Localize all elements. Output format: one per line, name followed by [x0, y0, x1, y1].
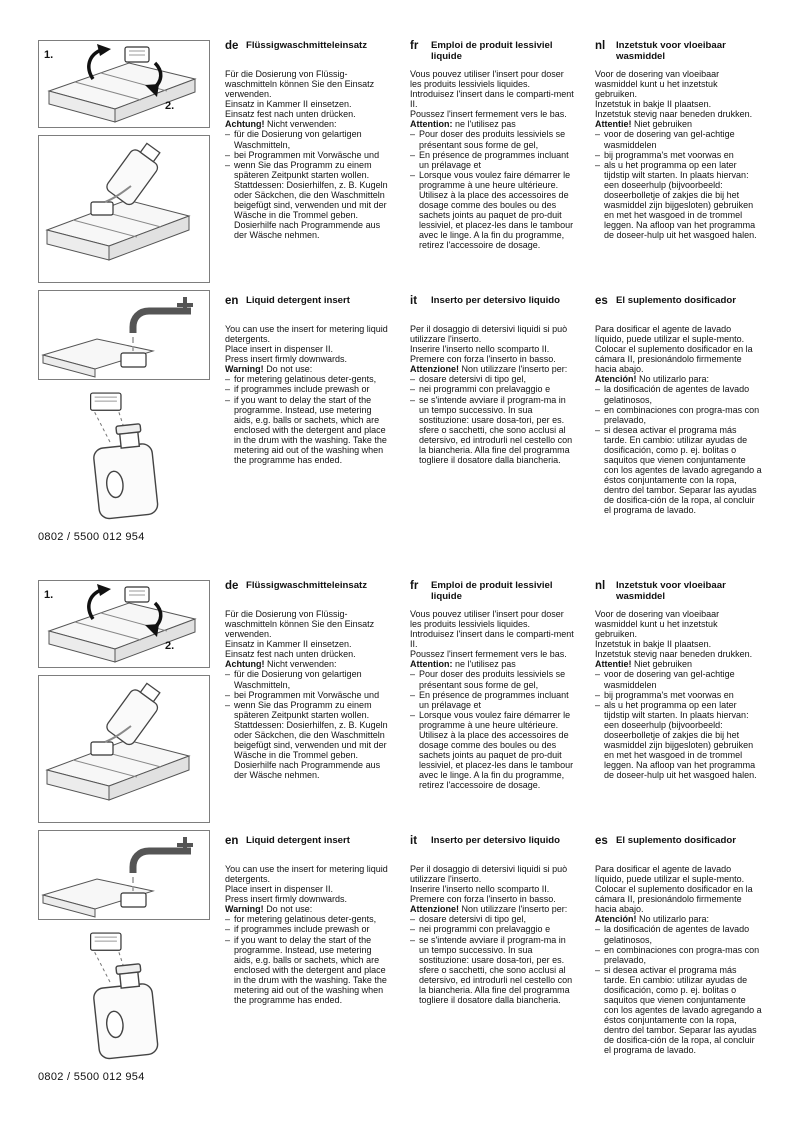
paragraph: Colocar el suplemento dosificador en la cámara II, presionándolo firmemente hacia abajo. [595, 344, 753, 375]
column-body [410, 864, 577, 1005]
list-item [595, 405, 762, 425]
dash-marker: – [595, 669, 601, 680]
language-tag: es [595, 835, 608, 847]
text-row-1 [225, 40, 766, 295]
text-column-en [225, 835, 392, 1005]
warning-label: Atención! [595, 374, 637, 385]
paragraph: Poussez l'insert fermement vers le bas. [410, 109, 567, 120]
list-item-text: se s'intende avviare il program-ma in un tempo successivo. In sua sostituzione: usare dosa-tori, per es. sfere o sacchetti, che sono acclusi al detersivo, ed introdurli nel cestello con la biancheria. Alla fine del programma togliere il dosatore dalla biancheria. [419, 394, 573, 466]
text-grid [225, 40, 766, 515]
step-label-1: 1. [44, 49, 54, 61]
dash-marker: – [595, 944, 601, 955]
warning-line [225, 904, 392, 914]
column-body [225, 324, 392, 465]
text-row-2 [225, 295, 766, 515]
paragraph: Für die Dosierung von Flüssig-waschmitteln können Sie den Einsatz verwenden. [225, 609, 375, 640]
column-title: Liquid detergent insert [246, 835, 350, 846]
dash-marker: – [410, 169, 416, 180]
list-item-text: en combinaciones con progra-mas con prelavado, [604, 404, 760, 425]
detergent-bottle-illustration [38, 927, 210, 1063]
language-tag: en [225, 835, 239, 847]
dash-marker: – [410, 914, 416, 925]
dispenser-drawer-steps-illustration [39, 41, 209, 127]
column-title: El suplemento dosificador [616, 835, 736, 846]
dash-marker: – [595, 424, 601, 435]
language-tag: de [225, 580, 239, 592]
list-item [410, 935, 577, 1006]
detergent-insert-cup [91, 202, 113, 215]
language-tag: nl [595, 580, 606, 592]
list-item-text: bij programma's met voorwas en [604, 689, 734, 700]
figure-insert-steps [38, 40, 210, 128]
list-item-text: für die Dosierung von gelartigen Waschmitteln, [234, 129, 362, 150]
column-body [410, 69, 577, 250]
warning-text: ne l'utilisez pas [455, 119, 516, 130]
list-item-text: dosare detersivi di tipo gel, [419, 374, 527, 385]
dash-marker: – [225, 914, 231, 925]
figure-pour-liquid [38, 135, 210, 283]
list-item [225, 690, 392, 700]
dispenser-drawer-steps-illustration [39, 581, 209, 667]
list-item-text: nei programmi con prelavaggio e [419, 924, 551, 935]
warning-label: Attenzione! [410, 904, 459, 915]
dash-marker: – [410, 689, 416, 700]
list-item [595, 700, 762, 781]
list-item-text: if programmes include prewash or [234, 384, 370, 395]
list-item [595, 150, 762, 160]
list-item [595, 160, 762, 241]
language-tag: de [225, 40, 239, 52]
paragraph: Inserire l'inserto nello scomparto II. [410, 344, 550, 355]
column-title: Inserto per detersivo liquido [431, 835, 561, 846]
column-body [595, 609, 762, 780]
language-tag: it [410, 295, 418, 307]
dash-marker: – [410, 129, 416, 140]
list-item [225, 924, 392, 934]
warning-label: Warning! [225, 364, 264, 375]
column-title: Liquid detergent insert [246, 295, 350, 306]
list-item [410, 150, 577, 170]
text-column-nl [595, 580, 762, 780]
column-title: El suplemento dosificador [616, 295, 736, 306]
column-body [595, 69, 762, 240]
dash-marker: – [225, 924, 231, 935]
dash-marker: – [225, 129, 231, 140]
warning-line [225, 119, 392, 129]
column-body [595, 324, 762, 515]
warning-text: Do not use: [266, 904, 313, 915]
column-heading [595, 580, 762, 605]
list-item-text: als u het programma op een later tijdstip wilt starten. In plaats hiervan: een doseerhulp (bijvoorbeeld: doseerbolletje of zakjes die bij het wasmiddel zijn bijgesloten) gebruiken en met het wasgoed in de trommel leggen. Na afloop van het programma de doseer-hulp uit het wasgoed halen. [604, 159, 757, 241]
figure-insert-steps [38, 580, 210, 668]
dash-marker: – [225, 149, 231, 160]
list-item-text: nei programmi con prelavaggio e [419, 384, 551, 395]
paragraph: Per il dosaggio di detersivi liquidi si può utilizzare l'inserto. [410, 324, 568, 345]
list-item [225, 384, 392, 394]
warning-text: No utilizarlo para: [639, 374, 710, 385]
dash-marker: – [595, 404, 601, 415]
warning-text: Do not use: [266, 364, 313, 375]
warning-label: Attention: [410, 659, 453, 670]
step-label-2: 2. [165, 100, 175, 112]
warning-line [410, 659, 577, 669]
column-title: Emploi de produit lessiviel liquide [431, 580, 553, 603]
list-item-text: if programmes include prewash or [234, 924, 370, 935]
paragraph: Para dosificar el agente de lavado líquido, puede utilizar el suple-mento. [595, 324, 745, 345]
dash-marker: – [595, 384, 601, 395]
dash-marker: – [225, 669, 231, 680]
paragraph: Premere con forza l'inserto in basso. [410, 894, 556, 905]
list-item [410, 374, 577, 384]
dash-marker: – [410, 709, 416, 720]
list-item-text: si desea activar el programa más tarde. En cambio: utilizar ayudas de dosificación, como p. ej. bolitas o saquitos que vienen conjuntamente con los agentes de lavado agregando a éstos conjuntamente con la ropa, dentro del tambor. Separar las ayudas de dosifica-ción de la ropa, al concluir el programa de lavado. [604, 964, 762, 1056]
faucet-icon [133, 311, 191, 333]
list-item-text: if you want to delay the start of the programme. Instead, use metering aids, e.g. balls or sachets, which are enclosed with the detergent and place in the drum with the washing. Take the metering aid out of the washing when the programme has ended. [234, 934, 387, 1006]
dash-marker: – [225, 699, 231, 710]
dash-marker: – [595, 964, 601, 975]
column-heading [410, 40, 577, 65]
paragraph: Colocar el suplemento dosificador en la cámara II, presionándolo firmemente hacia abajo. [595, 884, 753, 915]
warning-label: Achtung! [225, 119, 265, 130]
column-heading [410, 835, 577, 860]
dash-marker: – [410, 669, 416, 680]
list-item [595, 384, 762, 404]
column-heading [225, 295, 392, 320]
list-item-text: Pour doser des produits lessiviels se présentant sous forme de gel, [419, 669, 566, 690]
paragraph: Einsatz in Kammer II einsetzen. [225, 99, 352, 110]
paragraph: Poussez l'insert fermement vers le bas. [410, 649, 567, 660]
text-column-fr [410, 580, 577, 790]
step-label-2: 2. [165, 640, 175, 652]
detergent-bottle-illustration [38, 387, 210, 523]
list-item [595, 425, 762, 516]
list-item-text: if you want to delay the start of the programme. Instead, use metering aids, e.g. balls or sachets, which are enclosed with the detergent and place in the drum with the washing. Take the metering aid out of the washing when the programme has ended. [234, 394, 387, 466]
warning-label: Atención! [595, 914, 637, 925]
list-item [595, 690, 762, 700]
detergent-bottle-icon [91, 963, 159, 1060]
paragraph: You can use the insert for metering liquid detergents. [225, 864, 388, 885]
text-column-it [410, 295, 577, 465]
figure-detergent-bottle [38, 927, 210, 1063]
list-item-text: for metering gelatinous deter-gents, [234, 374, 377, 385]
list-item-text: wenn Sie das Programm zu einem späteren Zeitpunkt starten wollen. Stattdessen: Dosierhilfen, z. B. Kugeln oder Säckchen, die den Waschmitteln beigefügt sind, verwenden und mit der Wäsche in die Trommel geben. Dosierhilfe nach Programmende aus der Wäsche nehmen. [234, 159, 388, 241]
text-column-fr [410, 40, 577, 250]
warning-label: Achtung! [225, 659, 265, 670]
paragraph: Voor de dosering van vloeibaar wasmiddel kunt u het inzetstuk gebruiken. [595, 69, 720, 100]
list-item [225, 395, 392, 466]
column-title: Inzetstuk voor vloeibaar wasmiddel [616, 40, 726, 63]
list-item-text: se s'intende avviare il program-ma in un tempo successivo. In sua sostituzione: usare dosa-tori, per es. sfere o sacchetti, che sono acclusi al detersivo, ed introdurli nel cestello con la biancheria. Alla fine del programma togliere il dosatore dalla biancheria. [419, 934, 573, 1006]
step-label-1: 1. [44, 589, 54, 601]
list-item-text: En présence de programmes incluant un prélavage et [419, 689, 569, 710]
paragraph: Premere con forza l'inserto in basso. [410, 354, 556, 365]
list-item [410, 395, 577, 466]
list-item [225, 700, 392, 781]
figure-water-tap [38, 290, 210, 380]
warning-line [410, 119, 577, 129]
column-heading [225, 835, 392, 860]
warning-line [410, 904, 577, 914]
dash-marker: – [595, 699, 601, 710]
paragraph: You can use the insert for metering liquid detergents. [225, 324, 388, 345]
warning-text: ne l'utilisez pas [455, 659, 516, 670]
list-item [410, 129, 577, 149]
dash-marker: – [225, 374, 231, 385]
warning-line [595, 374, 762, 384]
column-heading [410, 580, 577, 605]
warning-line [225, 659, 392, 669]
warning-label: Attentie! [595, 119, 632, 130]
list-item-text: si desea activar el programa más tarde. En cambio: utilizar ayudas de dosificación, como p. ej. bolitas o saquitos que vienen conjuntamente con los agentes de lavado agregando a éstos conjuntamente con la ropa, dentro del tambor. Separar las ayudas de dosifica-ción de la ropa, al concluir el programa de lavado. [604, 424, 762, 516]
list-item [410, 710, 577, 791]
dash-marker: – [225, 689, 231, 700]
warning-text: Nicht verwenden: [267, 119, 337, 130]
warning-text: Nicht verwenden: [267, 659, 337, 670]
list-item [595, 669, 762, 689]
list-item [225, 150, 392, 160]
detergent-insert-cup [121, 353, 146, 367]
list-item-text: en combinaciones con progra-mas con prelavado, [604, 944, 760, 965]
column-title: Flüssigwaschmitteleinsatz [246, 40, 368, 51]
faucet-icon [133, 851, 191, 873]
instruction-section-bottom [0, 540, 802, 1083]
detergent-bottle-icon [91, 423, 159, 520]
column-heading [225, 580, 392, 605]
dash-marker: – [595, 159, 601, 170]
paragraph: Einsatz fest nach unten drücken. [225, 109, 356, 120]
text-column-en [225, 295, 392, 465]
doc-number: 0802 / 5500 012 954 [38, 531, 145, 543]
dash-marker: – [595, 924, 601, 935]
paragraph: Introduisez l'insert dans le comparti-ment II. [410, 629, 574, 650]
detergent-insert-cup [91, 742, 113, 755]
list-item [410, 924, 577, 934]
water-tap-illustration [39, 831, 209, 919]
list-item [225, 374, 392, 384]
figure-column [38, 40, 210, 530]
warning-line [225, 364, 392, 374]
column-body [410, 609, 577, 790]
detergent-insert-cup [121, 893, 146, 907]
text-column-nl [595, 40, 762, 240]
list-item [225, 935, 392, 1006]
paragraph: Press insert firmly downwards. [225, 354, 348, 365]
list-item-text: En présence de programmes incluant un prélavage et [419, 149, 569, 170]
warning-label: Attentie! [595, 659, 632, 670]
bottle-pouring-illustration [39, 136, 209, 282]
warning-line [410, 364, 577, 374]
text-column-de [225, 580, 392, 780]
text-column-es [595, 295, 762, 515]
dash-marker: – [410, 384, 416, 395]
list-item-text: voor de dosering van gel-achtige wasmiddelen [604, 669, 735, 690]
paragraph: Introduisez l'insert dans le comparti-ment II. [410, 89, 574, 110]
column-body [225, 864, 392, 1005]
list-item-text: bei Programmen mit Vorwäsche und [234, 149, 380, 160]
figure-pour-liquid [38, 675, 210, 823]
column-heading [595, 295, 762, 320]
paragraph: Place insert in dispenser II. [225, 344, 334, 355]
warning-line [595, 659, 762, 669]
paragraph: Inzetstuk in bakje II plaatsen. [595, 99, 712, 110]
paragraph: Inserire l'inserto nello scomparto II. [410, 884, 550, 895]
paragraph: Für die Dosierung von Flüssig-waschmitteln können Sie den Einsatz verwenden. [225, 69, 375, 100]
text-column-es [595, 835, 762, 1055]
list-item-text: la dosificación de agentes de lavado gelatinosos, [604, 384, 750, 405]
list-item [225, 160, 392, 241]
paragraph: Inzetstuk stevig naar beneden drukken. [595, 649, 753, 660]
column-heading [595, 40, 762, 65]
warning-text: Non utilizzare l'inserto per: [461, 904, 568, 915]
dash-marker: – [410, 394, 416, 405]
list-item-text: als u het programma op een later tijdstip wilt starten. In plaats hiervan: een doseerhulp (bijvoorbeeld: doseerbolletje of zakjes die bij het wasmiddel zijn bijgesloten) gebruiken en met het wasgoed in de trommel leggen. Na afloop van het programma de doseer-hulp uit het wasgoed halen. [604, 699, 757, 781]
dash-marker: – [595, 689, 601, 700]
paragraph: Einsatz in Kammer II einsetzen. [225, 639, 352, 650]
figure-column [38, 580, 210, 1070]
list-item [410, 384, 577, 394]
column-body [410, 324, 577, 465]
column-body [225, 69, 392, 240]
warning-text: Niet gebruiken [634, 119, 693, 130]
list-item [410, 170, 577, 251]
language-tag: it [410, 835, 418, 847]
dash-marker: – [595, 149, 601, 160]
list-item-text: Lorsque vous voulez faire démarrer le programme à une heure ultérieure. Utilisez à la place des accessoires de dosage comme des boules ou des sachets joints au paquet de pro-duit lessiviel, et placez-les dans le tambour avec le linge. A la fin du programme, retirez l'accessoire de dosage. [419, 709, 574, 791]
column-body [595, 864, 762, 1055]
list-item [410, 914, 577, 924]
column-heading [410, 295, 577, 320]
list-item [225, 669, 392, 689]
warning-label: Warning! [225, 904, 264, 915]
paragraph: Inzetstuk in bakje II plaatsen. [595, 639, 712, 650]
list-item [595, 924, 762, 944]
list-item [595, 129, 762, 149]
dash-marker: – [410, 149, 416, 160]
dash-marker: – [225, 159, 231, 170]
warning-line [595, 914, 762, 924]
list-item-text: la dosificación de agentes de lavado gelatinosos, [604, 924, 750, 945]
language-tag: fr [410, 40, 419, 52]
column-heading [225, 40, 392, 65]
warning-line [595, 119, 762, 129]
text-column-it [410, 835, 577, 1005]
list-item [595, 965, 762, 1056]
paragraph: Para dosificar el agente de lavado líquido, puede utilizar el suple-mento. [595, 864, 745, 885]
dash-marker: – [225, 384, 231, 395]
list-item [225, 129, 392, 149]
column-title: Emploi de produit lessiviel liquide [431, 40, 553, 63]
text-column-de [225, 40, 392, 240]
dash-marker: – [225, 934, 231, 945]
list-item-text: für die Dosierung von gelartigen Waschmitteln, [234, 669, 362, 690]
text-row-2 [225, 835, 766, 1055]
bottle-pouring-illustration [39, 676, 209, 822]
column-heading [595, 835, 762, 860]
figure-detergent-bottle [38, 387, 210, 523]
column-title: Inzetstuk voor vloeibaar wasmiddel [616, 580, 726, 603]
text-grid [225, 580, 766, 1055]
figure-water-tap [38, 830, 210, 920]
paragraph: Voor de dosering van vloeibaar wasmiddel kunt u het inzetstuk gebruiken. [595, 609, 720, 640]
list-item [595, 945, 762, 965]
paragraph: Vous pouvez utiliser l'insert pour doser les produits lessiviels liquides. [410, 609, 564, 630]
dash-marker: – [410, 374, 416, 385]
paragraph: Inzetstuk stevig naar beneden drukken. [595, 109, 753, 120]
paragraph: Place insert in dispenser II. [225, 884, 334, 895]
warning-text: No utilizarlo para: [639, 914, 710, 925]
column-title: Inserto per detersivo liquido [431, 295, 561, 306]
list-item-text: dosare detersivi di tipo gel, [419, 914, 527, 925]
list-item-text: bei Programmen mit Vorwäsche und [234, 689, 380, 700]
dash-marker: – [410, 934, 416, 945]
list-item-text: for metering gelatinous deter-gents, [234, 914, 377, 925]
instruction-section-top [0, 0, 802, 543]
language-tag: en [225, 295, 239, 307]
list-item [225, 914, 392, 924]
dash-marker: – [225, 394, 231, 405]
list-item-text: wenn Sie das Programm zu einem späteren Zeitpunkt starten wollen. Stattdessen: Dosierhilfen, z. B. Kugeln oder Säckchen, die den Waschmitteln beigefügt sind, verwenden und mit der Wäsche in die Trommel geben. Dosierhilfe nach Programmende aus der Wäsche nehmen. [234, 699, 388, 781]
list-item-text: bij programma's met voorwas en [604, 149, 734, 160]
paragraph: Einsatz fest nach unten drücken. [225, 649, 356, 660]
list-item-text: voor de dosering van gel-achtige wasmiddelen [604, 129, 735, 150]
doc-number: 0802 / 5500 012 954 [38, 1071, 145, 1083]
list-item [410, 690, 577, 710]
language-tag: es [595, 295, 608, 307]
paragraph: Vous pouvez utiliser l'insert pour doser les produits lessiviels liquides. [410, 69, 564, 90]
warning-text: Niet gebruiken [634, 659, 693, 670]
paragraph: Press insert firmly downwards. [225, 894, 348, 905]
warning-label: Attenzione! [410, 364, 459, 375]
list-item-text: Lorsque vous voulez faire démarrer le programme à une heure ultérieure. Utilisez à la place des accessoires de dosage comme des boules ou des sachets joints au paquet de pro-duit lessiviel, et placez-les dans le tambour avec le linge. A la fin du programme, retirez l'accessoire de dosage. [419, 169, 574, 251]
column-body [225, 609, 392, 780]
paragraph: Per il dosaggio di detersivi liquidi si può utilizzare l'inserto. [410, 864, 568, 885]
list-item [410, 669, 577, 689]
language-tag: nl [595, 40, 606, 52]
text-row-1 [225, 580, 766, 835]
language-tag: fr [410, 580, 419, 592]
dash-marker: – [595, 129, 601, 140]
list-item-text: Pour doser des produits lessiviels se présentant sous forme de gel, [419, 129, 566, 150]
column-title: Flüssigwaschmitteleinsatz [246, 580, 368, 591]
warning-text: Non utilizzare l'inserto per: [461, 364, 568, 375]
warning-label: Attention: [410, 119, 453, 130]
water-tap-illustration [39, 291, 209, 379]
dash-marker: – [410, 924, 416, 935]
